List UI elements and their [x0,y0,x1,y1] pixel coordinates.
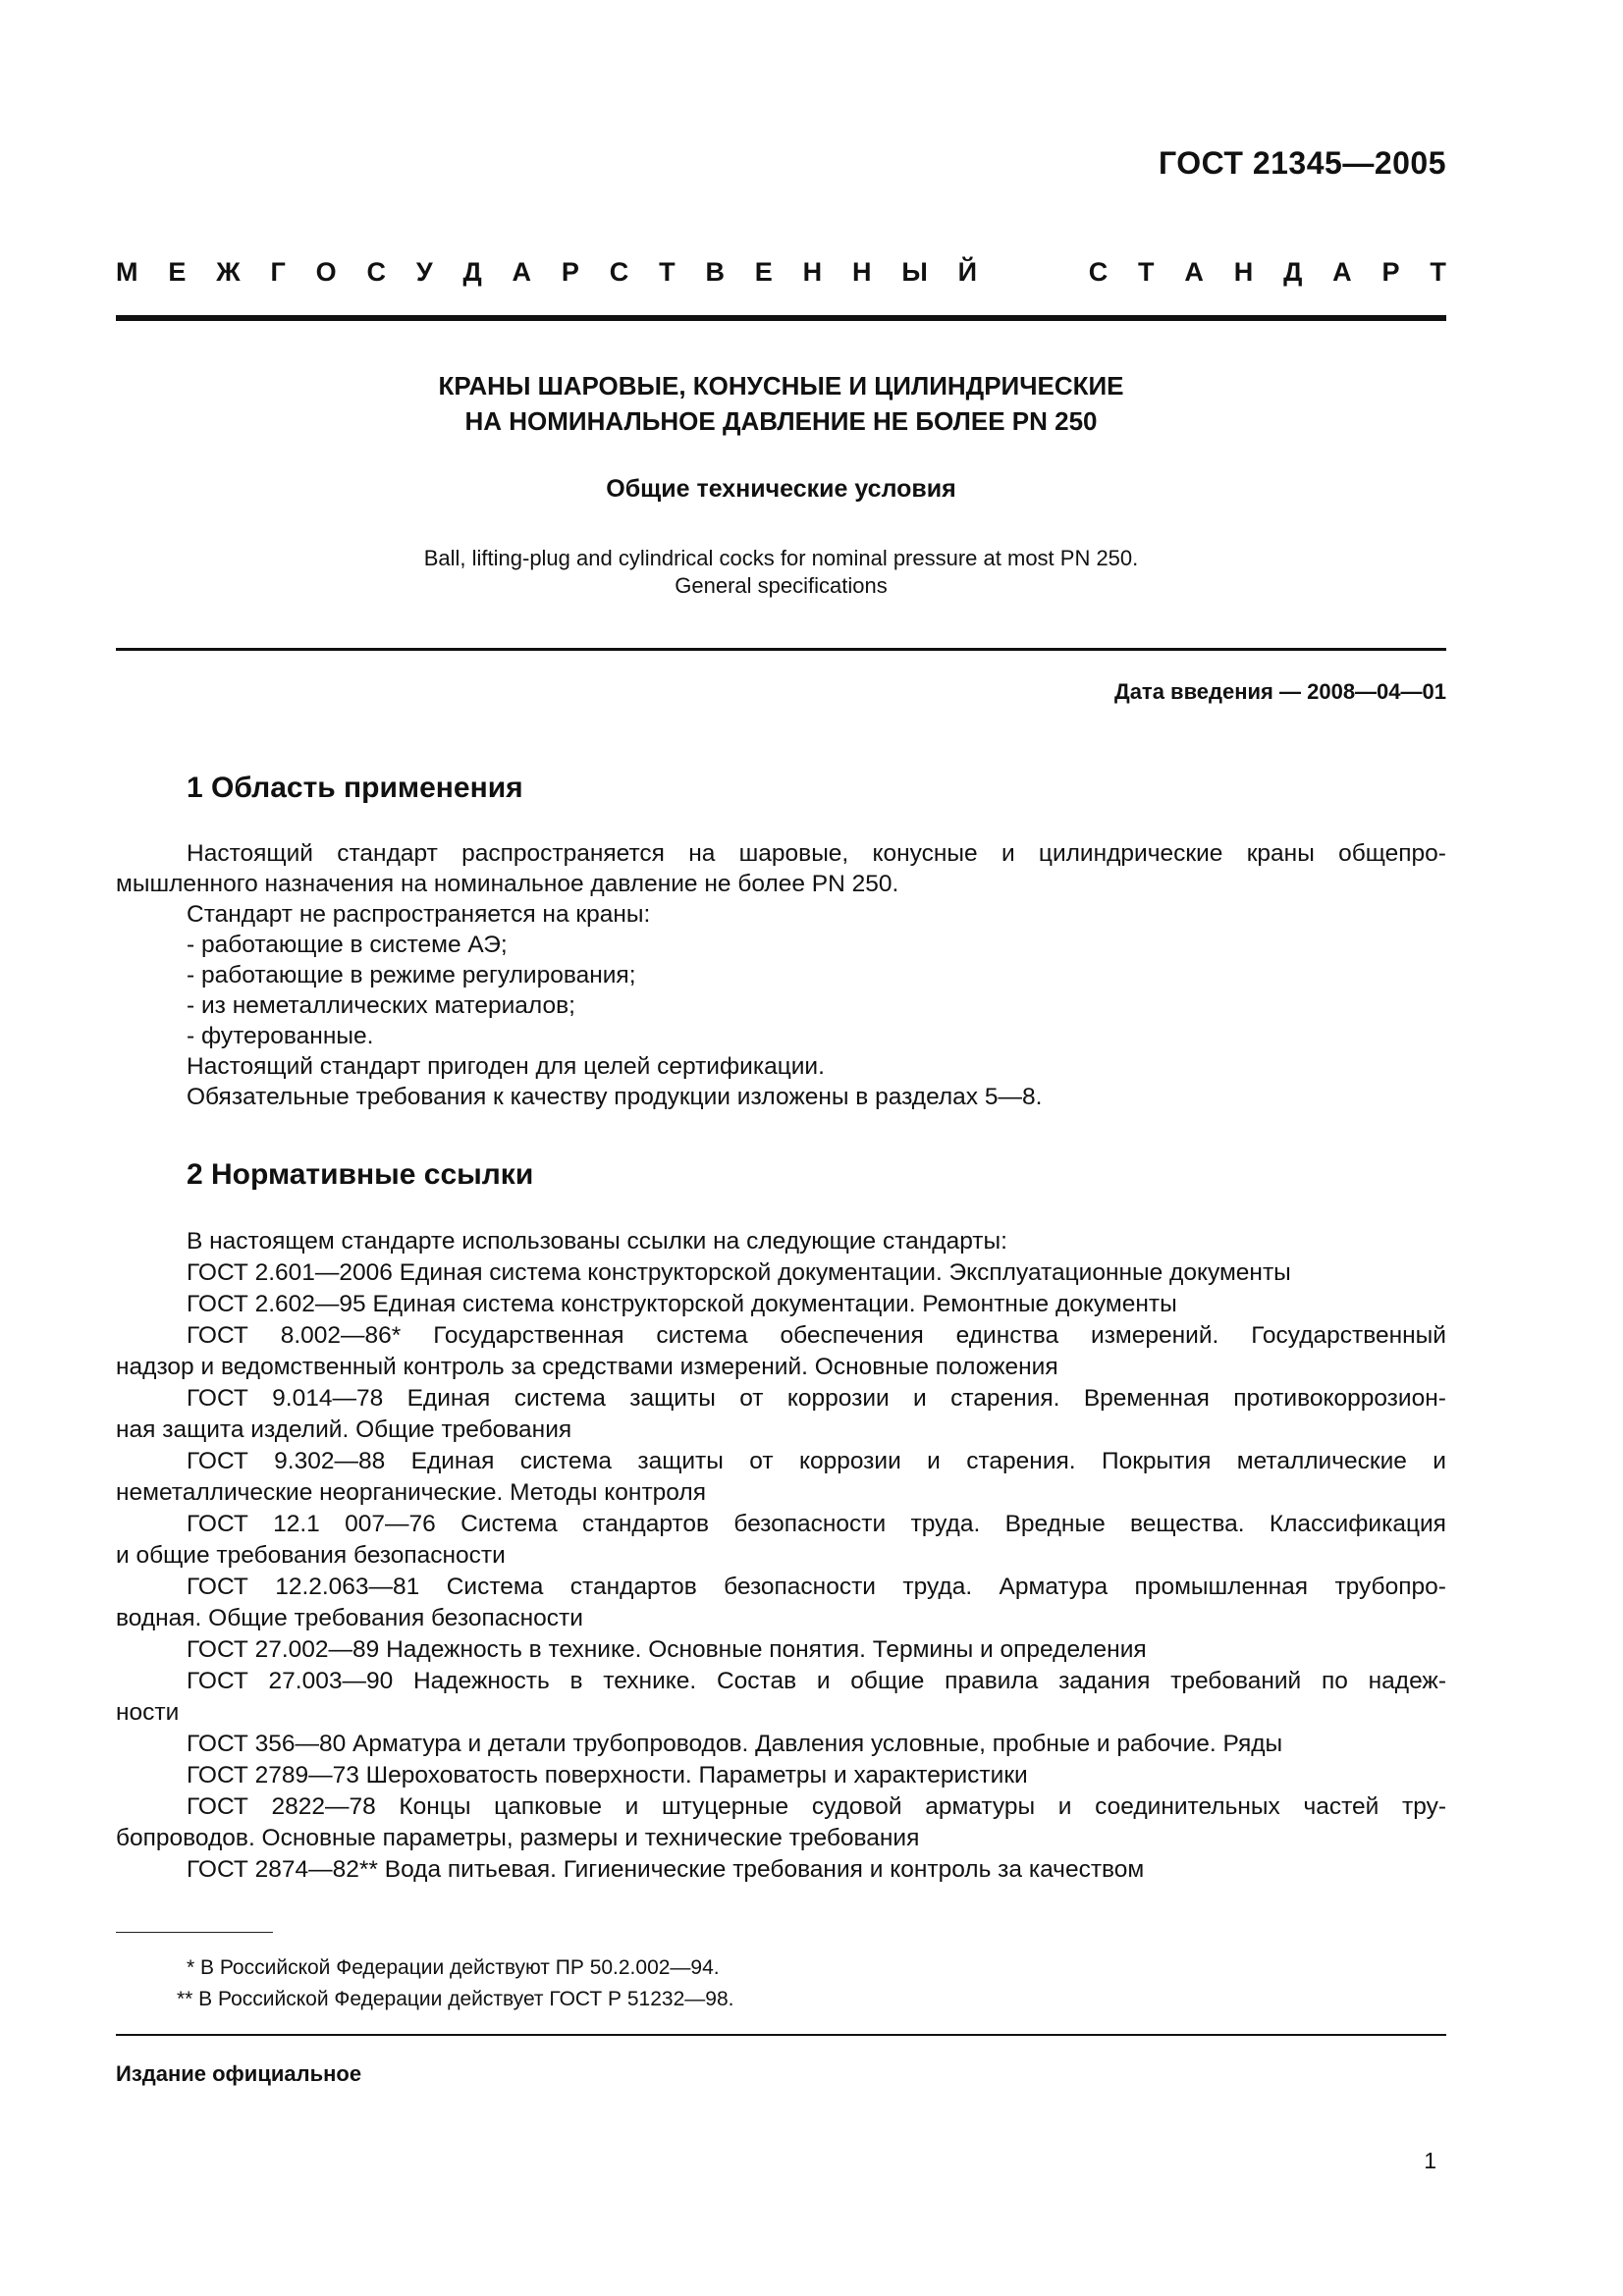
reference-line: ная защита изделий. Общие требования [116,1416,572,1443]
reference-line: ГОСТ 2822—78 Концы цапковые и штуцерные судовой арматуры и соединительных частей тру- [187,1793,1446,1820]
english-title-line-2: General specifications [675,573,888,598]
banner-letter: С [609,257,629,287]
reference-line: и общие требования безопасности [116,1542,506,1569]
banner-letter: Д [1283,257,1303,287]
title-divider [116,648,1446,651]
banner-letter: Т [1430,257,1446,287]
section-1-line: Настоящий стандарт распространяется на шаровые, конусные и цилиндрические краны общепро- [187,840,1446,867]
reference-line: бопроводов. Основные параметры, размеры и технические требования [116,1825,920,1851]
reference-line: ГОСТ 9.302—88 Единая система защиты от коррозии и старения. Покрытия металлические и [187,1448,1446,1474]
footnote-1: * В Российской Федерации действуют ПР 50.2.002—94. [187,1956,720,1979]
reference-line: В настоящем стандарте использованы ссылки на следующие стандарты: [187,1228,1007,1255]
banner-letter: У [415,257,433,287]
header-divider [116,315,1446,321]
banner-letter: Р [1381,257,1400,287]
banner-letter: Е [168,257,187,287]
page-number: 1 [1424,2148,1436,2173]
subtitle: Общие технические условия [606,475,956,503]
section-1-line: - футерованные. [187,1023,374,1049]
reference-line: ГОСТ 27.003—90 Надежность в технике. Состав и общие правила задания требований по надеж- [187,1668,1446,1694]
banner-letter: Ж [216,257,241,287]
reference-line: ГОСТ 12.1 007—76 Система стандартов безопасности труда. Вредные вещества. Классификация [187,1511,1446,1537]
reference-line: ГОСТ 2874—82** Вода питьевая. Гигиенические требования и контроль за качеством [187,1856,1145,1883]
banner-letter: Н [802,257,823,287]
section-1-line: мышленного назначения на номинальное давление не более PN 250. [116,871,899,897]
banner-letter: В [705,257,725,287]
banner-letter: С [366,257,386,287]
reference-line: ГОСТ 356—80 Арматура и детали трубопроводов. Давления условные, пробные и рабочие. Ряды [187,1731,1283,1757]
banner-letter: Н [851,257,872,287]
footnote-2: ** В Российской Федерации действует ГОСТ Р 51232—98. [177,1988,734,2010]
banner-letter: Т [659,257,676,287]
reference-line: ГОСТ 27.002—89 Надежность в технике. Основные понятия. Термины и определения [187,1636,1147,1663]
interstate-standard-banner [116,257,1446,288]
banner-letter: Т [1138,257,1155,287]
section-1-line: Настоящий стандарт пригоден для целей сертификации. [187,1053,825,1080]
reference-line: неметаллические неорганические. Методы контроля [116,1479,706,1506]
banner-letter: Д [462,257,482,287]
banner-word-gap [1007,257,1058,288]
title-line-1: КРАНЫ ШАРОВЫЕ, КОНУСНЫЕ И ЦИЛИНДРИЧЕСКИЕ [438,371,1124,400]
banner-letter: А [1332,257,1352,287]
edition-label: Издание официальное [116,2061,362,2086]
reference-line: ГОСТ 9.014—78 Единая система защиты от коррозии и старения. Временная противокоррозион- [187,1385,1446,1412]
section-1-heading: 1 Область применения [187,772,523,804]
introduction-date: Дата введения — 2008—04—01 [1114,679,1446,704]
reference-line: ГОСТ 8.002—86* Государственная система обеспечения единства измерений. Государственный [187,1322,1446,1349]
english-title-line-1: Ball, lifting-plug and cylindrical cocks for nominal pressure at most PN 250. [423,546,1139,570]
banner-letter: О [315,257,337,287]
section-1-line: - работающие в режиме регулирования; [187,962,636,988]
banner-letter: Ы [901,257,928,287]
section-1-line: - работающие в системе АЭ; [187,932,508,958]
banner-letter: Г [270,257,286,287]
document-number: ГОСТ 21345—2005 [1158,145,1446,181]
reference-line: ГОСТ 2.601—2006 Единая система конструкторской документации. Эксплуатационные документы [187,1259,1291,1286]
banner-letter: Е [754,257,773,287]
banner-letter: А [512,257,532,287]
section-1-line: Стандарт не распространяется на краны: [187,901,651,928]
reference-line: ГОСТ 2.602—95 Единая система конструкторской документации. Ремонтные документы [187,1291,1177,1317]
section-2-heading: 2 Нормативные ссылки [187,1158,534,1191]
banner-letter: Р [561,257,579,287]
reference-line: ности [116,1699,180,1726]
reference-line: водная. Общие требования безопасности [116,1605,583,1631]
reference-line: надзор и ведомственный контроль за средствами измерений. Основные положения [116,1354,1058,1380]
section-1-line: - из неметаллических материалов; [187,992,575,1019]
footer-divider [116,2034,1446,2036]
banner-letter: М [116,257,138,287]
banner-letter: Й [957,257,978,287]
footnote-separator [116,1932,273,1933]
section-1-line: Обязательные требования к качеству продукции изложены в разделах 5—8. [187,1084,1043,1110]
banner-letter: А [1184,257,1204,287]
banner-letter: С [1088,257,1109,287]
title-line-2: НА НОМИНАЛЬНОЕ ДАВЛЕНИЕ НЕ БОЛЕЕ PN 250 [464,406,1098,436]
reference-line: ГОСТ 12.2.063—81 Система стандартов безопасности труда. Арматура промышленная трубопро- [187,1574,1446,1600]
banner-letter: Н [1233,257,1254,287]
reference-line: ГОСТ 2789—73 Шероховатость поверхности. Параметры и характеристики [187,1762,1028,1789]
